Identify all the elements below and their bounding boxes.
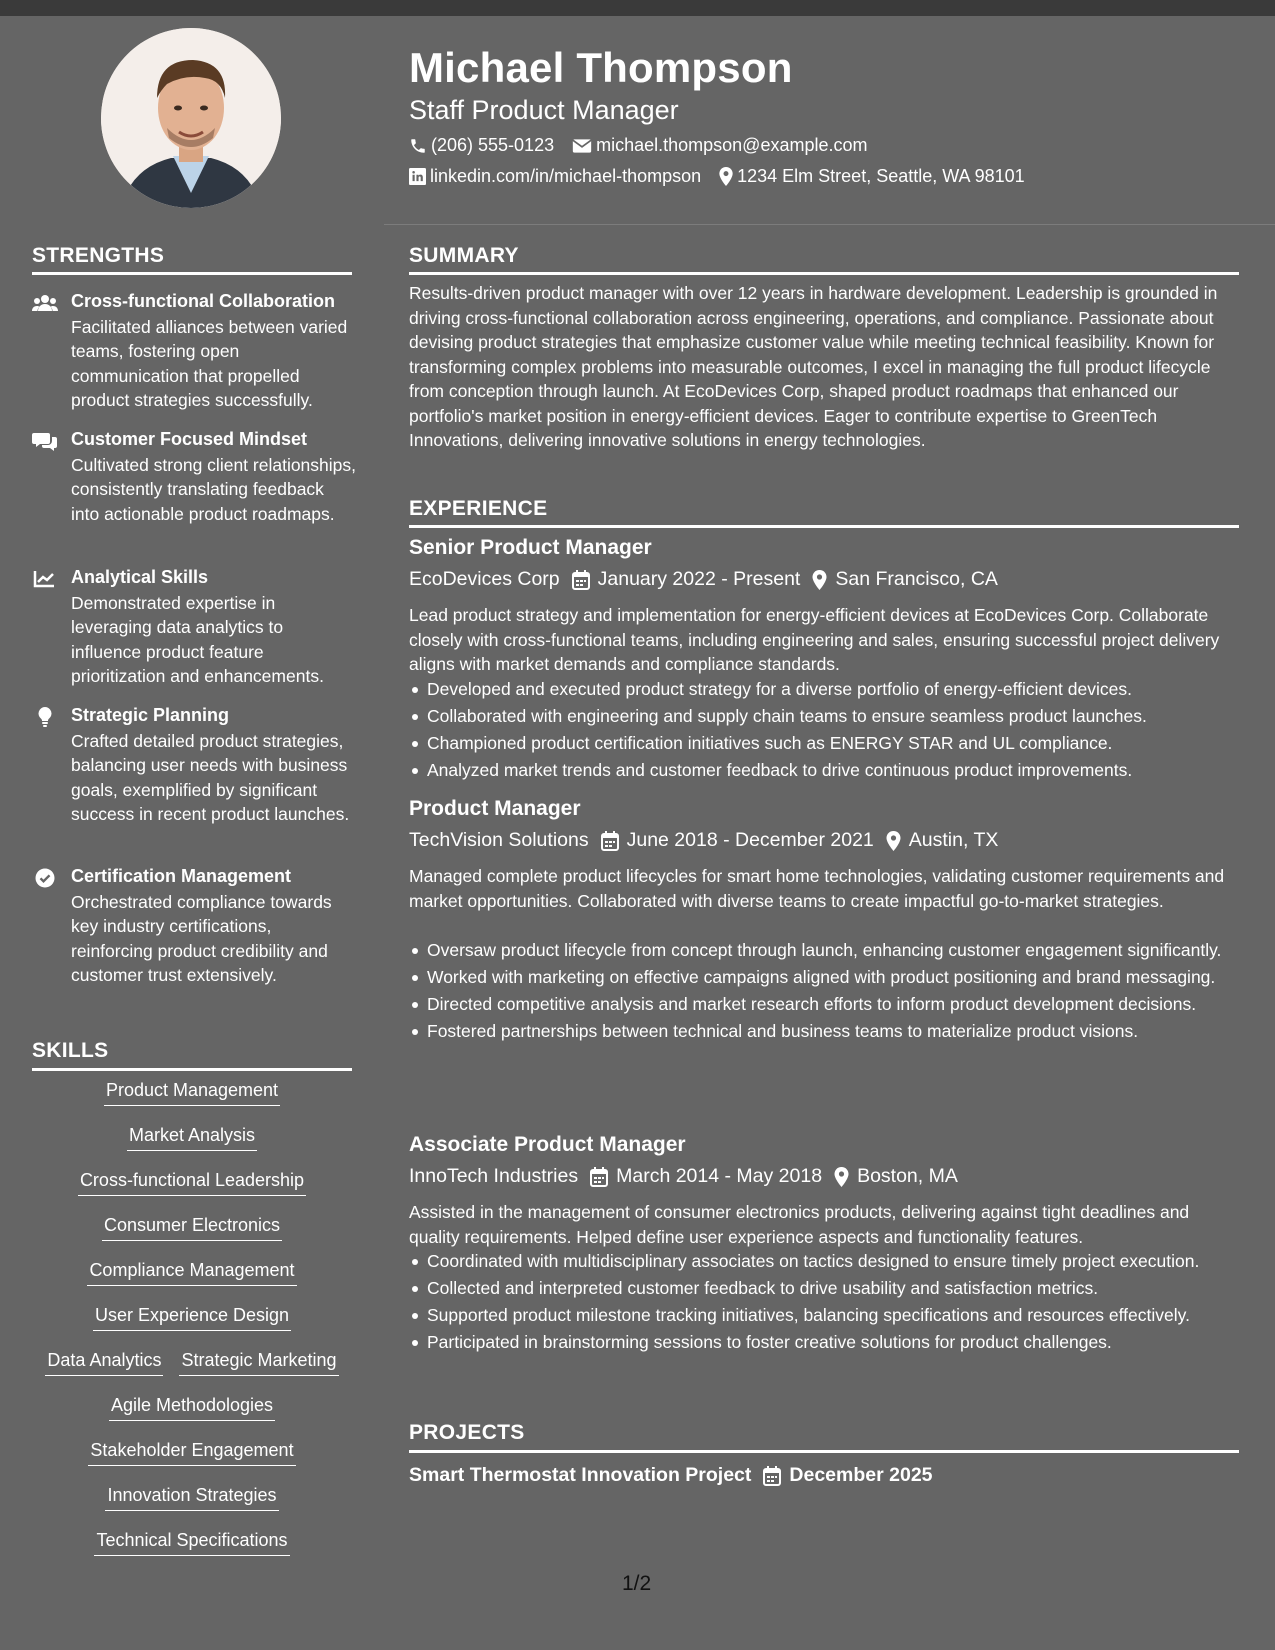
strength-title: Customer Focused Mindset bbox=[71, 429, 308, 449]
job-bullet: Developed and executed product strategy for a diverse portfolio of energy-efficient devices. bbox=[409, 677, 1239, 702]
calendar-icon bbox=[572, 570, 590, 590]
contact-row-1 bbox=[409, 135, 885, 156]
envelope-icon bbox=[572, 138, 592, 154]
job-title: Associate Product Manager bbox=[409, 1133, 686, 1156]
job-meta bbox=[409, 1165, 958, 1188]
strengths-rule bbox=[32, 272, 352, 275]
job-bullets bbox=[409, 677, 1239, 785]
top-bar bbox=[0, 0, 1275, 16]
skill-tag[interactable]: Strategic Marketing bbox=[179, 1350, 338, 1376]
job-title: Product Manager bbox=[409, 797, 581, 820]
skill-tag[interactable]: Data Analytics bbox=[45, 1350, 163, 1376]
skill-tag[interactable]: Technical Specifications bbox=[94, 1530, 289, 1556]
address bbox=[719, 166, 1025, 187]
candidate-name: Michael Thompson bbox=[409, 44, 793, 91]
project-title: Smart Thermostat Innovation Project bbox=[409, 1464, 752, 1486]
skill-tag[interactable]: Agile Methodologies bbox=[109, 1395, 275, 1421]
linkedin-icon bbox=[409, 168, 426, 185]
job-location: San Francisco, CA bbox=[835, 568, 998, 590]
calendar-icon bbox=[601, 831, 619, 851]
phone-icon bbox=[409, 137, 427, 155]
line-chart-icon bbox=[32, 569, 58, 589]
project-date: December 2025 bbox=[789, 1464, 933, 1486]
strength-title: Strategic Planning bbox=[71, 705, 230, 725]
users-icon bbox=[32, 293, 58, 313]
job-description: Managed complete product lifecycles for smart home technologies, validating customer requirements and market opportunities. Collaborated with diverse teams to create impactful go-to-market strategies. bbox=[409, 866, 1225, 911]
map-marker-icon bbox=[719, 167, 733, 186]
job-bullet: Fostered partnerships between technical and business teams to materialize product visions. bbox=[409, 1019, 1239, 1044]
job-location: Boston, MA bbox=[857, 1165, 958, 1187]
job-bullets bbox=[409, 1249, 1239, 1357]
job-bullet: Oversaw product lifecycle from concept through launch, enhancing customer engagement significantly. bbox=[409, 938, 1239, 963]
job-company: InnoTech Industries bbox=[409, 1165, 579, 1187]
job-bullet: Championed product certification initiatives such as ENERGY STAR and UL compliance. bbox=[409, 731, 1239, 756]
skill-tag[interactable]: Product Management bbox=[104, 1080, 280, 1106]
phone bbox=[409, 135, 554, 156]
job-bullet: Analyzed market trends and customer feedback to drive continuous product improvements. bbox=[409, 758, 1239, 783]
job-bullet: Supported product milestone tracking initiatives, balancing specifications and resources effectively. bbox=[409, 1303, 1239, 1328]
phone-text[interactable]: (206) 555-0123 bbox=[431, 135, 555, 155]
skill-tag[interactable]: Stakeholder Engagement bbox=[88, 1440, 295, 1466]
map-marker-icon bbox=[812, 570, 827, 590]
calendar-icon bbox=[763, 1466, 781, 1486]
email-link[interactable]: michael.thompson@example.com bbox=[596, 135, 868, 155]
profile-photo bbox=[101, 28, 281, 208]
strength-desc: Crafted detailed product strategies, balancing user needs with business goals, exemplified by significant success in recent product launches. bbox=[71, 731, 350, 825]
map-marker-icon bbox=[886, 831, 901, 851]
job-description: Lead product strategy and implementation for energy-efficient devices at EcoDevices Corp. Collaborate closely with cross-functional teams, including engineering and sales, ensuring successful project delivery aligns with market demands and compliance standards. bbox=[409, 605, 1220, 674]
job-dates: June 2018 - December 2021 bbox=[626, 829, 874, 851]
strength-desc: Orchestrated compliance towards key industry certifications, reinforcing product credibility and customer trust extensively. bbox=[71, 892, 332, 986]
linkedin bbox=[409, 166, 701, 187]
job-bullet: Collaborated with engineering and supply chain teams to ensure seamless product launches. bbox=[409, 704, 1239, 729]
strength-title: Analytical Skills bbox=[71, 567, 209, 587]
job-bullet: Collected and interpreted customer feedback to drive usability and satisfaction metrics. bbox=[409, 1276, 1239, 1301]
experience-rule bbox=[409, 525, 1239, 528]
skill-tag[interactable]: Compliance Management bbox=[87, 1260, 296, 1286]
calendar-icon bbox=[590, 1167, 608, 1187]
header-divider bbox=[384, 224, 1275, 225]
job-company: TechVision Solutions bbox=[409, 829, 589, 851]
project-item bbox=[409, 1464, 933, 1487]
skills-rule bbox=[32, 1068, 352, 1071]
experience-heading: EXPERIENCE bbox=[409, 497, 548, 520]
job-bullet: Directed competitive analysis and market research efforts to inform product development decisions. bbox=[409, 992, 1239, 1017]
job-dates: January 2022 - Present bbox=[597, 568, 801, 590]
linkedin-link[interactable]: linkedin.com/in/michael-thompson bbox=[430, 166, 702, 186]
contact-row-2 bbox=[409, 166, 1043, 187]
projects-heading: PROJECTS bbox=[409, 1421, 525, 1444]
strength-desc: Demonstrated expertise in leveraging data analytics to influence product feature prioritization and enhancements. bbox=[71, 593, 324, 687]
strength-desc: Facilitated alliances between varied teams, fostering open communication that propelled product strategies successfully. bbox=[71, 317, 348, 411]
projects-rule bbox=[409, 1450, 1239, 1453]
job-title: Senior Product Manager bbox=[409, 536, 652, 559]
skill-tag[interactable]: User Experience Design bbox=[93, 1305, 291, 1331]
skill-tag[interactable]: Market Analysis bbox=[127, 1125, 257, 1151]
skills-heading: SKILLS bbox=[32, 1039, 109, 1062]
address-text: 1234 Elm Street, Seattle, WA 98101 bbox=[737, 166, 1025, 186]
job-bullets bbox=[409, 938, 1239, 1046]
skill-tag[interactable]: Innovation Strategies bbox=[105, 1485, 278, 1511]
job-description: Assisted in the management of consumer electronics products, delivering against tight deadlines and quality requirements. Helped define user experience aspects and functionality features. bbox=[409, 1202, 1190, 1247]
job-location: Austin, TX bbox=[908, 829, 999, 851]
skill-tag[interactable]: Consumer Electronics bbox=[102, 1215, 282, 1241]
job-bullet: Coordinated with multidisciplinary associates on tactics designed to ensure timely project execution. bbox=[409, 1249, 1239, 1274]
candidate-title: Staff Product Manager bbox=[409, 95, 679, 125]
job-meta bbox=[409, 568, 998, 591]
strength-title: Certification Management bbox=[71, 866, 292, 886]
check-circle-icon bbox=[32, 868, 58, 888]
summary-rule bbox=[409, 272, 1239, 275]
skill-tag[interactable]: Cross-functional Leadership bbox=[78, 1170, 306, 1196]
lightbulb-icon bbox=[32, 707, 58, 727]
map-marker-icon bbox=[834, 1167, 849, 1187]
job-bullet: Worked with marketing on effective campaigns aligned with product positioning and brand messaging. bbox=[409, 965, 1239, 990]
skills-list bbox=[32, 1080, 352, 1575]
job-meta bbox=[409, 829, 998, 852]
summary-text: Results-driven product manager with over 12 years in hardware development. Leadership is grounded in driving cross-functional collaboration across engineering, operations, and compliance. Passionate about devising product strategies that emphasize customer value while meeting technical feasibility. Known for transforming complex problems into measurable outcomes, I excel in managing the full product lifecycle from conception through launch. At EcoDevices Corp, shaped product roadmaps that enhanced our portfolio's market position in energy-efficient devices. Eager to contribute expertise to GreenTech Innovations, delivering innovative solutions in energy technologies. bbox=[409, 283, 1218, 450]
comments-icon bbox=[32, 431, 58, 451]
strength-desc: Cultivated strong client relationships, consistently translating feedback into actionable product roadmaps. bbox=[71, 455, 357, 524]
email bbox=[572, 135, 867, 156]
job-company: EcoDevices Corp bbox=[409, 568, 560, 590]
job-dates: March 2014 - May 2018 bbox=[616, 1165, 823, 1187]
page-number: 1/2 bbox=[622, 1572, 652, 1595]
summary-heading: SUMMARY bbox=[409, 244, 519, 267]
strength-title: Cross-functional Collaboration bbox=[71, 291, 336, 311]
job-bullet: Participated in brainstorming sessions to foster creative solutions for product challenges. bbox=[409, 1330, 1239, 1355]
strengths-heading: STRENGTHS bbox=[32, 244, 165, 267]
